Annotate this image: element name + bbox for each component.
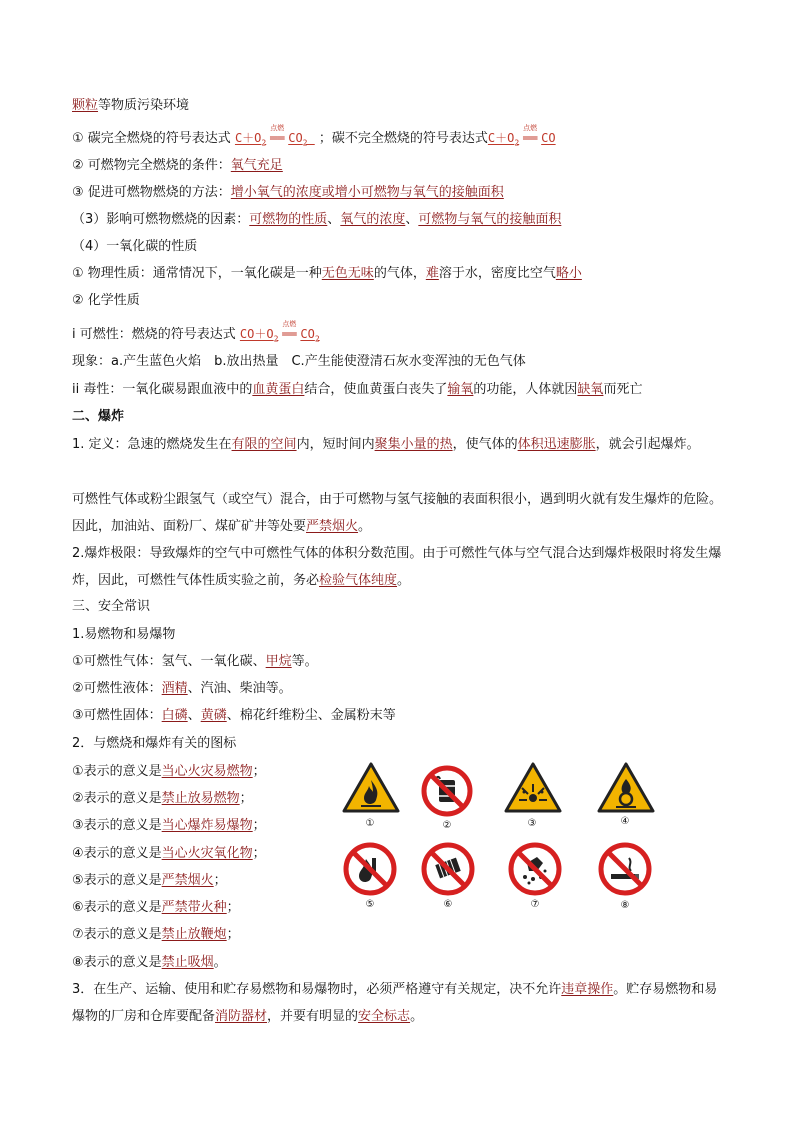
answer: 消防器材	[215, 1009, 268, 1024]
text-line: 1.易燃物和易爆物	[72, 627, 176, 642]
answer: 酒精	[161, 681, 188, 696]
answer: 输氧	[447, 382, 474, 397]
text-line: ii 毒性：一氧化碳易跟血液中的血黄蛋白结合，使血黄蛋白丧失了输氧的功能，人体就因缺氧而死亡	[72, 382, 643, 397]
answer: 禁止放易燃物	[161, 791, 240, 806]
text-line: ② 化学性质	[72, 293, 140, 308]
answer: 氧气充足	[230, 158, 283, 173]
answer: 缺氧	[577, 382, 604, 397]
answer: 严禁烟火	[161, 873, 214, 888]
answer: 有限的空间	[231, 437, 297, 452]
sign-meaning-line: ②表示的意义是禁止放易燃物；	[72, 791, 253, 806]
no-flammables-icon	[420, 764, 474, 818]
sign-number: ⑦	[530, 899, 540, 910]
equation-incomplete-combustion: $C+O_2$ ══ 点燃 CO	[487, 124, 556, 148]
answer: 可燃物与氧气的接触面积	[418, 212, 562, 227]
sign-number: ⑥	[443, 899, 453, 910]
text-line: ① 物理性质：通常情况下，一氧化碳是一种无色无味的气体，难溶于水，密度比空气略小	[72, 266, 582, 281]
section-heading: 三、安全常识	[72, 599, 151, 614]
carbon-equations-line: ① 碳完全燃烧的符号表达式 $C+O_2$ ══ 点燃 $CO_2$ ；碳不完全燃烧的符号表达式$C+O_2$ ══ 点燃 CO	[72, 124, 556, 148]
answer: 颗粒	[72, 98, 99, 113]
answer: 难	[425, 266, 439, 281]
text-line: ③可燃性固体：白磷、黄磷、棉花纤维粉尘、金属粉末等	[72, 708, 396, 723]
answer: 聚集小量的热	[374, 437, 453, 452]
no-fireworks-icon	[507, 841, 563, 897]
text-line: 现象：a.产生蓝色火焰 b.放出热量 C.产生能使澄清石灰水变浑浊的无色气体	[72, 354, 526, 369]
sign-meaning-line: ④表示的意义是当心火灾氧化物；	[72, 846, 266, 861]
paragraph: 1. 定义：急速的燃烧发生在有限的空间内，短时间内聚集小量的热，使气体的体积迅速膨胀，就会引起爆炸。	[72, 437, 700, 452]
paragraph: 3．在生产、运输、使用和贮存易燃物和易爆物时，必须严格遵守有关规定，决不允许违章操作。贮存易燃物和易爆物的厂房和仓库要配备消防器材，并要有明显的安全标志。	[72, 982, 718, 1024]
section-heading: 二、爆炸	[72, 409, 125, 424]
answer: 当心火灾氧化物	[161, 846, 253, 861]
answer: 略小	[555, 266, 582, 281]
answer: 当心火灾易燃物	[161, 764, 253, 779]
answer: 严禁带火种	[161, 900, 227, 915]
answer: 检验气体纯度	[319, 573, 398, 588]
sign-meaning-line: ③表示的意义是当心爆炸易爆物；	[72, 818, 266, 833]
paragraph: 2.爆炸极限：导致爆炸的空气中可燃性气体的体积分数范围。由于可燃性气体与空气混合达到爆炸极限时将发生爆炸，因此，可燃性气体性质实验之前，务必检验气体纯度。	[72, 546, 722, 588]
sign-meaning-line: ①表示的意义是当心火灾易燃物；	[72, 764, 266, 779]
answer: 增小氧气的浓度或增小可燃物与氧气的接触面积	[230, 185, 504, 200]
no-smoking-icon	[597, 841, 653, 897]
answer: 甲烷	[265, 654, 292, 669]
answer: 违章操作	[561, 982, 614, 997]
answer: 可燃物的性质	[249, 212, 328, 227]
sign-number: ①	[365, 818, 375, 829]
sign-number: ⑤	[365, 899, 375, 910]
answer: 禁止放鞭炮	[161, 927, 227, 942]
answer: 白磷	[161, 708, 188, 723]
sign-number: ②	[442, 820, 452, 831]
answer: 血黄蛋白	[252, 382, 305, 397]
equation-co-combustion: $CO+O_2$ ══ 点燃 $CO_2$	[239, 320, 320, 344]
sign-number: ③	[527, 818, 537, 829]
answer: 安全标志	[358, 1009, 411, 1024]
answer: 严禁烟火	[306, 519, 359, 534]
text-line: ② 可燃物完全燃烧的条件：氧气充足	[72, 158, 283, 173]
answer: 体积迅速膨胀	[517, 437, 596, 452]
text-line: 2．与燃烧和爆炸有关的图标	[72, 736, 237, 751]
no-matches-icon	[420, 841, 476, 897]
sign-meaning-line: ⑧表示的意义是禁止吸烟。	[72, 955, 227, 970]
explosive-warning-icon	[504, 762, 562, 814]
sign-number: ④	[620, 816, 630, 827]
sign-meaning-line: ⑥表示的意义是严禁带火种；	[72, 900, 240, 915]
sign-meaning-line: ⑤表示的意义是严禁烟火；	[72, 873, 227, 888]
answer: 当心爆炸易爆物	[161, 818, 253, 833]
text-line: （4）一氧化碳的性质	[72, 239, 198, 254]
sign-meaning-line: ⑦表示的意义是禁止放鞭炮；	[72, 927, 240, 942]
no-open-flame-icon	[342, 841, 398, 897]
co-combustion-line: i 可燃性：燃烧的符号表达式 $CO+O_2$ ══ 点燃 $CO_2$	[72, 320, 320, 344]
answer: 黄磷	[200, 708, 227, 723]
sign-number: ⑧	[620, 900, 630, 911]
text-line: ③ 促进可燃物燃烧的方法：增小氧气的浓度或增小可燃物与氧气的接触面积	[72, 185, 504, 200]
text-line: （3）影响可燃物燃烧的因素：可燃物的性质、氧气的浓度、可燃物与氧气的接触面积	[72, 212, 562, 227]
answer: 禁止吸烟	[161, 955, 214, 970]
text-line: ①可燃性气体：氢气、一氧化碳、甲烷等。	[72, 654, 318, 669]
oxidizer-warning-icon	[597, 762, 655, 814]
answer: 氧气的浓度	[340, 212, 406, 227]
text-line: 颗粒等物质污染环境	[72, 98, 190, 113]
equation-complete-combustion: $C+O_2$ ══ 点燃 $CO_2$	[234, 124, 308, 148]
paragraph: 可燃性气体或粉尘跟氢气（或空气）混合，由于可燃物与氢气接触的表面积很小，遇到明火就有发生爆炸的危险。因此，加油站、面粉厂、煤矿矿井等处要严禁烟火。	[72, 492, 723, 534]
answer: 无色无味	[321, 266, 374, 281]
text-line: ②可燃性液体：酒精、汽油、柴油等。	[72, 681, 292, 696]
flame-warning-icon	[342, 762, 400, 814]
